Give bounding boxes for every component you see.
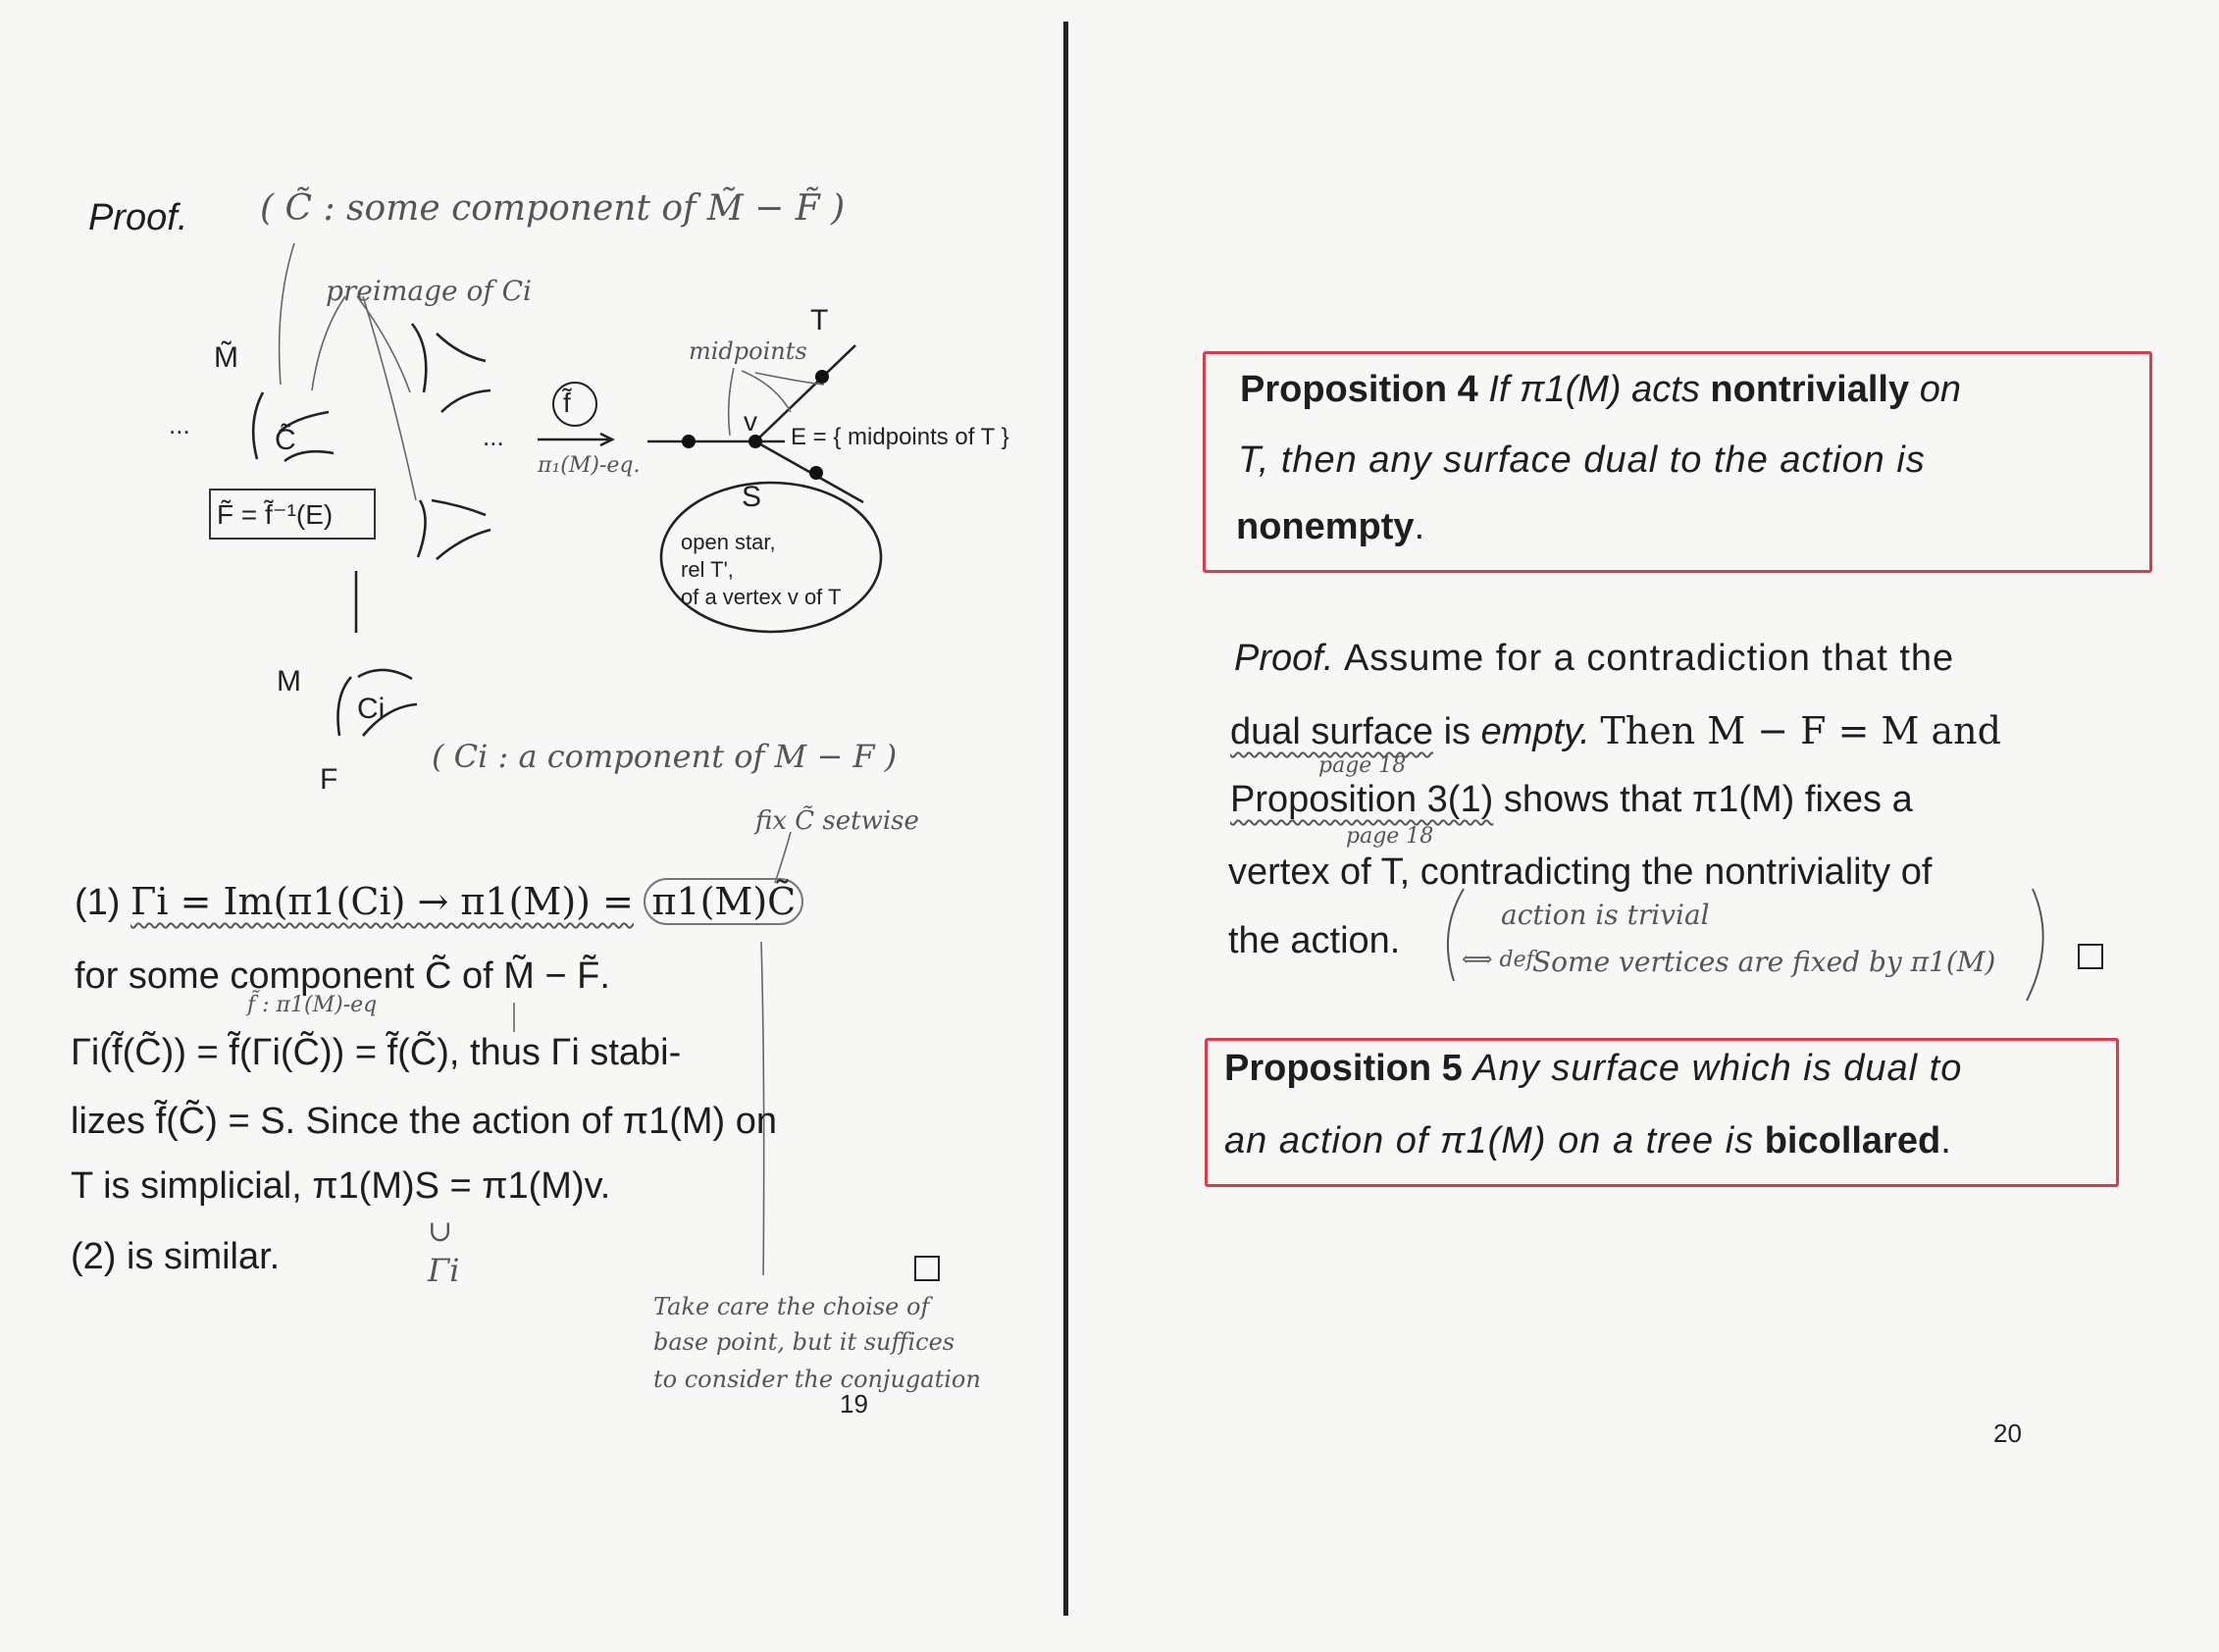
label-M-tilde: M̃ [214, 341, 238, 374]
eq-stabilizer: π1(M)C̃ [644, 878, 803, 925]
note-midpoints: midpoints [689, 337, 807, 365]
text-line-4: lizes f̃(C̃) = S. Since the action of π1(M) on [71, 1101, 777, 1142]
label-M: M [277, 665, 301, 697]
note-component: ( C̃ : some component of M̃ − F̃ ) [260, 188, 846, 229]
prop4-line-2: T, then any surface dual to the action is [1238, 439, 1926, 481]
prop5-l1: Any surface which is dual to [1472, 1048, 1963, 1089]
proof-right-line-5: the action. [1228, 920, 1401, 961]
label-f-circle: f̃ [563, 387, 571, 418]
label-S: S [742, 481, 762, 513]
gamma-i-note: Γi [428, 1252, 460, 1289]
label-T: T [810, 304, 829, 336]
proof-label-right: Proof. [1234, 638, 1334, 679]
subset-symbol: ∪ [428, 1214, 453, 1249]
proof-r-l2c: empty. [1480, 711, 1590, 752]
prop5-line-1 [1224, 1050, 1962, 1087]
proof-right-line-1 [1234, 640, 1954, 677]
note-care-2: base point, but it suffices [653, 1328, 955, 1356]
note-page18-a: page 18 [1318, 753, 1407, 778]
page-number-20: 20 [1993, 1419, 2022, 1448]
prop4-l3-end: . [1414, 506, 1425, 547]
proof-r-l2b: is [1443, 711, 1471, 752]
prop4-line-3 [1236, 508, 1424, 545]
note-preimage: preimage of Ci [326, 275, 532, 307]
page-number-19: 19 [840, 1389, 868, 1419]
dots-mid: ... [483, 422, 504, 451]
open-star-line3: of a vertex v of T [681, 585, 842, 609]
prop4-l1c: on [1919, 369, 1961, 410]
note-fix-setwise: fix C̃ setwise [755, 806, 919, 836]
text-line-5: T is simplicial, π1(M)S = π1(M)v. [71, 1165, 611, 1207]
proof-r-l1: Assume for a contradiction that the [1343, 638, 1955, 679]
open-star-line2: rel T', [681, 557, 734, 582]
qed-left [914, 1256, 940, 1281]
text-line-2: for some component C̃ of M̃ − F̃. [75, 955, 610, 997]
proof-r-l2a: dual surface [1230, 711, 1434, 752]
qed-right [2078, 944, 2103, 969]
prop4-l1a: If π1(M) acts [1488, 369, 1700, 410]
open-star-line1: open star, [681, 530, 776, 554]
dots-left: ... [169, 410, 190, 439]
note-fixed-vertices: Some vertices are fixed by π1(M) [1532, 946, 1996, 978]
proof-r-l3a: Proposition 3(1) [1230, 779, 1494, 820]
label-E: E = { midpoints of T } [791, 424, 1009, 450]
eq-number-1: (1) [75, 882, 121, 923]
proof-right-line-2 [1230, 709, 2001, 752]
proof-right-line-3 [1230, 781, 1913, 818]
proof-r-l2d: Then M − F = M and [1600, 709, 2001, 752]
note-care-1: Take care the choise of [653, 1293, 930, 1320]
label-F: F [320, 763, 338, 796]
prop4-line-1 [1240, 371, 1961, 408]
prop5-l2a: an action of π1(M) on a tree is [1224, 1120, 1755, 1162]
note-page18-b: page 18 [1346, 824, 1434, 849]
text-line-3: Γi(f̃(C̃)) = f̃(Γi(C̃)) = f̃(C̃), thus Γi stabi- [71, 1032, 682, 1073]
label-C-tilde: C̃ [275, 424, 296, 456]
prop4-l3: nonempty [1236, 506, 1415, 547]
prop5-l2b: bicollared [1764, 1120, 1941, 1162]
prop4-title: Proposition 4 [1240, 369, 1478, 410]
box-F-text: F̃ = f̃⁻¹(E) [217, 499, 334, 530]
eq-gamma-def: Γi = Im(π1(Ci) → π1(M)) = [130, 880, 634, 923]
text-line-6: (2) is similar. [71, 1236, 281, 1277]
prop5-line-2 [1224, 1122, 1951, 1160]
proof-right-line-4: vertex of T, contradicting the nontriviality of [1228, 852, 1933, 893]
prop4-l1b: nontrivially [1710, 369, 1910, 410]
binding-divider [1063, 22, 1068, 1616]
note-def: ⟺ def [1462, 948, 1534, 972]
label-Ci: Ci [357, 693, 386, 725]
covering-diagram [0, 0, 1059, 1275]
note-f-equivariant: f̃ : π1(M)-eq [247, 993, 378, 1017]
eq-line-1 [75, 880, 803, 923]
proof-label-left: Proof. [88, 197, 188, 238]
prop5-title: Proposition 5 [1224, 1048, 1463, 1089]
note-care-3: to consider the conjugation [653, 1366, 981, 1393]
note-ci-component: ( Ci : a component of M − F ) [432, 738, 898, 775]
note-action-trivial: action is trivial [1501, 899, 1710, 931]
label-v: v [744, 406, 757, 437]
proof-r-l3b: shows that π1(M) fixes a [1503, 779, 1913, 820]
prop5-l2c: . [1940, 1120, 1951, 1162]
note-equivariant: π₁(M)-eq. [538, 453, 641, 478]
